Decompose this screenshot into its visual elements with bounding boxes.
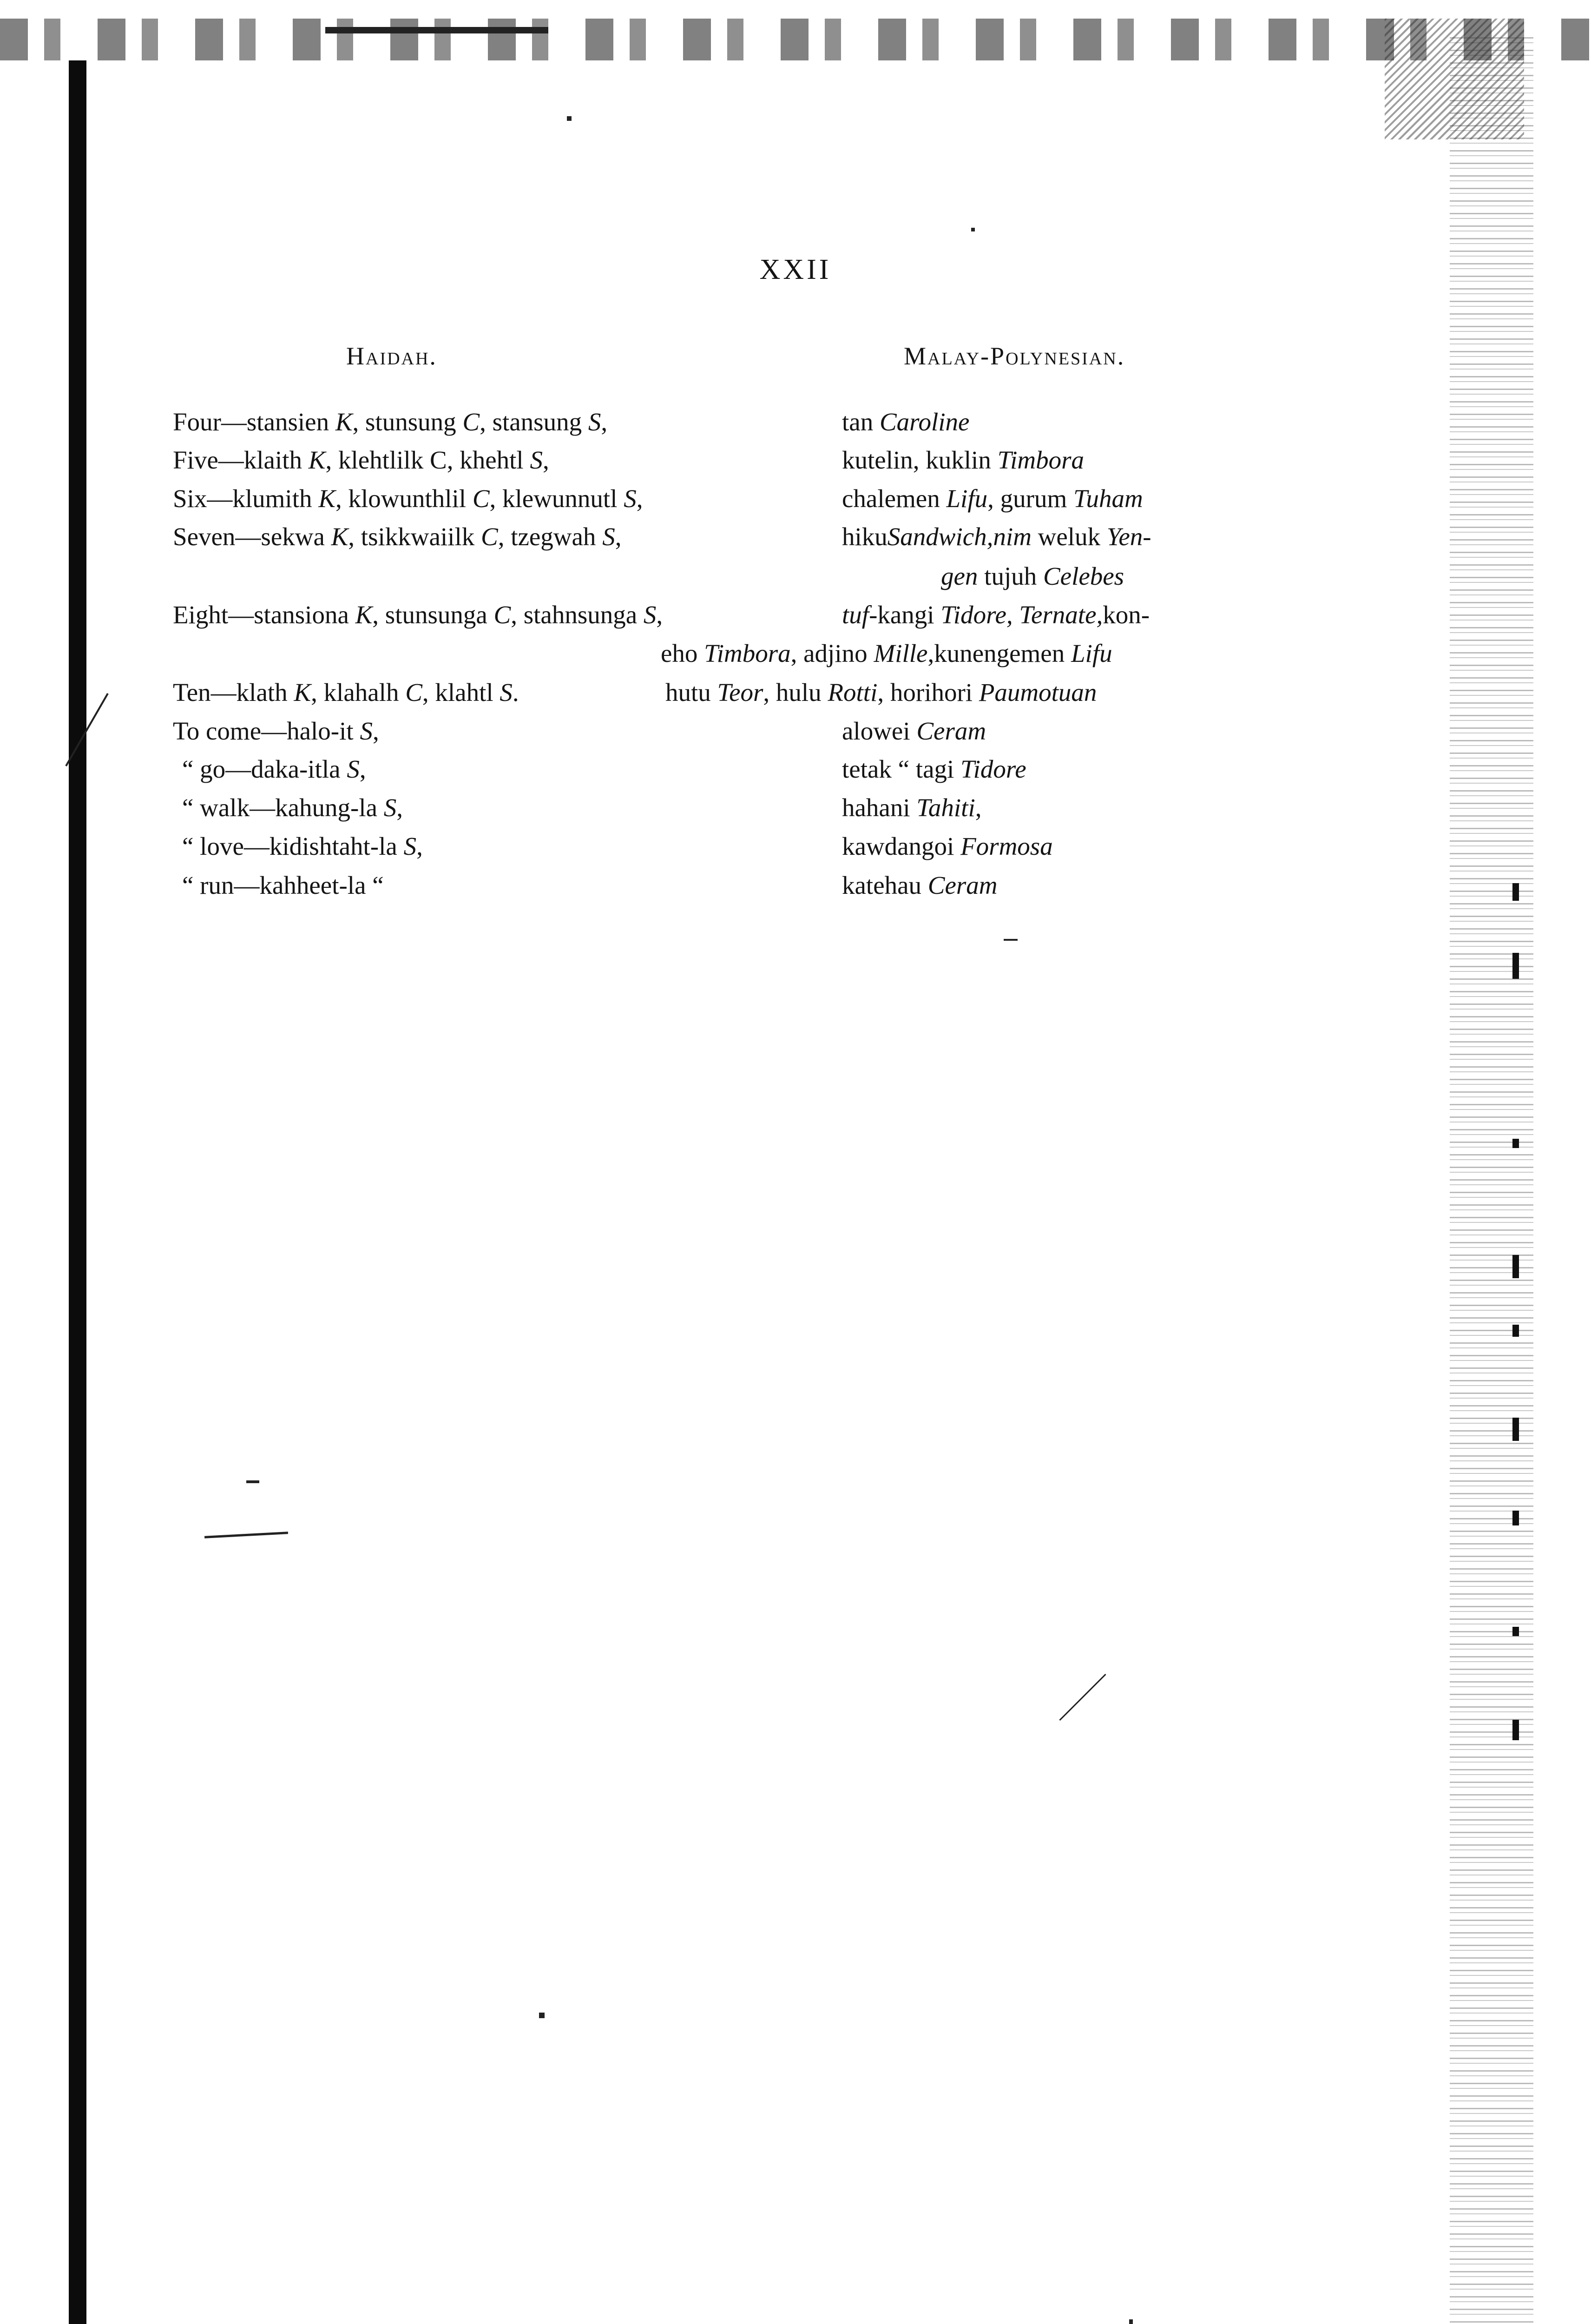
italic-abbrev: S — [383, 793, 397, 822]
entry-text: eho — [661, 639, 704, 667]
italic-abbrev: Ceram — [916, 717, 986, 745]
entry-text: , horihori — [877, 678, 979, 706]
entry-text: kawdangoi — [842, 832, 961, 860]
malay-entry-four — [842, 409, 969, 435]
italic-abbrev: C — [472, 484, 490, 513]
italic-abbrev: Timbora — [704, 639, 791, 667]
entry-text: , klowunthlil — [335, 484, 473, 513]
malay-entry-run — [842, 872, 998, 898]
entry-text: , — [601, 408, 608, 436]
malay-entry-walk — [842, 795, 982, 820]
page-number: XXII — [759, 254, 832, 285]
entry-text: hutu — [665, 678, 717, 706]
haidah-entry-come — [173, 718, 379, 744]
right-edge-mark — [1512, 1255, 1519, 1278]
entry-text: Five—klaith — [173, 446, 309, 474]
malay-entry-six — [842, 486, 1143, 511]
malay-entry-go — [842, 756, 1026, 782]
italic-abbrev: Ceram — [927, 871, 998, 899]
entry-text: , klahalh — [311, 678, 406, 706]
entry-text: ,kunengemen — [927, 639, 1071, 667]
right-edge-mark — [1512, 1418, 1519, 1441]
malay-entry-ten — [665, 680, 1097, 705]
entry-text: hiku — [842, 522, 888, 551]
entry-text: , — [975, 793, 982, 822]
right-edge-mark — [1512, 1139, 1519, 1148]
right-edge-scan-noise — [1450, 37, 1533, 2324]
italic-abbrev: K — [355, 601, 373, 629]
malay-entry-seven-b — [941, 563, 1124, 589]
italic-abbrev: K — [331, 522, 348, 551]
right-edge-mark — [1512, 1325, 1519, 1337]
haidah-entry-four — [173, 409, 607, 435]
entry-text: chalemen — [842, 484, 947, 513]
italic-abbrev: S — [360, 717, 373, 745]
scan-speck — [1129, 2319, 1133, 2324]
entry-text: , — [656, 601, 663, 629]
entry-text: “ go—daka-itla — [182, 755, 347, 783]
entry-text: kutelin, kuklin — [842, 446, 998, 474]
italic-abbrev: K — [318, 484, 335, 513]
haidah-entry-run — [182, 872, 384, 898]
scan-speck — [1004, 939, 1018, 941]
scan-speck — [971, 228, 975, 231]
haidah-entry-walk — [182, 795, 403, 820]
entry-text: Six—klumith — [173, 484, 319, 513]
malay-entry-love — [842, 833, 1053, 859]
heading-haidah: Haidah. — [346, 342, 437, 370]
entry-text: Seven—sekwa — [173, 522, 331, 551]
italic-abbrev: Celebes — [1043, 562, 1124, 590]
malay-entry-five — [842, 447, 1084, 473]
entry-text: kon- — [1103, 601, 1150, 629]
entry-text: “ love—kidishtaht-la — [182, 832, 404, 860]
scan-stroke — [1059, 1674, 1106, 1721]
entry-text: “ walk—kahung-la — [182, 793, 384, 822]
entry-text: , — [396, 793, 403, 822]
haidah-entry-ten — [173, 680, 519, 705]
right-edge-mark — [1512, 1627, 1519, 1636]
entry-text: , hulu — [763, 678, 828, 706]
haidah-entry-seven — [173, 524, 621, 549]
entry-text: , stunsunga — [372, 601, 494, 629]
italic-abbrev: C — [481, 522, 498, 551]
italic-abbrev: S — [403, 832, 417, 860]
entry-text: “ run—kahheet-la “ — [182, 871, 384, 899]
italic-abbrev: S — [530, 446, 543, 474]
italic-abbrev: K — [308, 446, 326, 474]
right-edge-mark — [1512, 953, 1519, 979]
italic-abbrev: C — [493, 601, 511, 629]
entry-text: , klehtlilk C, khehtl — [325, 446, 530, 474]
entry-text: Four—stansien — [173, 408, 335, 436]
entry-text: katehau — [842, 871, 928, 899]
right-edge-mark — [1512, 883, 1519, 901]
heading-malay-polynesian: Malay-Polynesian. — [904, 342, 1125, 370]
entry-text: , — [542, 446, 549, 474]
haidah-entry-six — [173, 486, 643, 511]
italic-abbrev: S — [602, 522, 615, 551]
top-edge-rule — [325, 27, 548, 33]
scan-stroke — [204, 1532, 288, 1538]
haidah-entry-love — [182, 833, 423, 859]
haidah-entry-five — [173, 447, 549, 473]
italic-abbrev: C — [405, 678, 422, 706]
italic-abbrev: C — [462, 408, 480, 436]
italic-abbrev: Lifu — [1071, 639, 1112, 667]
entry-text: , adjino — [790, 639, 874, 667]
malay-entry-come — [842, 718, 986, 744]
entry-text: , stansung — [480, 408, 588, 436]
italic-abbrev: Caroline — [879, 408, 970, 436]
malay-entry-eight-a — [842, 602, 1150, 627]
italic-abbrev: Mille — [874, 639, 928, 667]
entry-text: weluk — [1031, 522, 1107, 551]
entry-text: , stunsung — [352, 408, 463, 436]
italic-abbrev: Teor — [717, 678, 763, 706]
haidah-entry-go — [182, 756, 366, 782]
entry-text: , gurum — [987, 484, 1073, 513]
italic-abbrev: gen — [941, 562, 978, 590]
italic-abbrev: S — [500, 678, 513, 706]
malay-entry-seven-a — [842, 524, 1151, 549]
right-edge-mark — [1512, 1720, 1519, 1740]
entry-text: , tzegwah — [498, 522, 603, 551]
italic-abbrev: Tidore, Ternate, — [940, 601, 1103, 629]
entry-text: , — [615, 522, 622, 551]
entry-text: , stahnsunga — [511, 601, 644, 629]
italic-abbrev: Timbora — [997, 446, 1085, 474]
entry-text: , — [359, 755, 366, 783]
entry-text: -kangi — [869, 601, 941, 629]
entry-text: , — [416, 832, 423, 860]
italic-abbrev: Formosa — [960, 832, 1053, 860]
italic-abbrev: S — [643, 601, 657, 629]
haidah-entry-eight — [173, 602, 663, 627]
italic-abbrev: Tahiti — [916, 793, 975, 822]
italic-abbrev: Lifu — [946, 484, 988, 513]
entry-text: , klewunnutl — [489, 484, 624, 513]
entry-text: hahani — [842, 793, 917, 822]
italic-abbrev: Sandwich,nim — [887, 522, 1032, 551]
italic-abbrev: Paumotuan — [979, 678, 1097, 706]
italic-abbrev: Tidore — [960, 755, 1026, 783]
top-edge-scan-noise — [0, 19, 1591, 60]
italic-abbrev: Tuham — [1073, 484, 1143, 513]
entry-text: , tsikkwaiilk — [348, 522, 481, 551]
italic-abbrev: K — [294, 678, 311, 706]
italic-abbrev: Yen- — [1106, 522, 1151, 551]
italic-abbrev: S — [588, 408, 601, 436]
entry-text: , — [636, 484, 643, 513]
entry-text: To come—halo-it — [173, 717, 360, 745]
italic-abbrev: Rotti — [828, 678, 878, 706]
entry-text: Ten—klath — [173, 678, 294, 706]
scan-speck — [567, 116, 572, 121]
italic-abbrev: S — [624, 484, 637, 513]
entry-text: , — [372, 717, 379, 745]
entry-text: tan — [842, 408, 880, 436]
entry-text: tujuh — [978, 562, 1043, 590]
entry-text: alowei — [842, 717, 917, 745]
left-binding-edge — [69, 60, 86, 2324]
entry-text: tetak “ tagi — [842, 755, 961, 783]
scan-speck — [539, 2013, 545, 2018]
entry-text: Eight—stansiona — [173, 601, 355, 629]
scan-speck — [246, 1480, 259, 1483]
right-edge-mark — [1512, 1511, 1519, 1525]
italic-abbrev: K — [335, 408, 353, 436]
entry-text: , klahtl — [422, 678, 500, 706]
italic-abbrev: S — [347, 755, 360, 783]
malay-entry-eight-b — [661, 640, 1112, 666]
italic-abbrev: tuf — [842, 601, 869, 629]
entry-text: . — [512, 678, 519, 706]
